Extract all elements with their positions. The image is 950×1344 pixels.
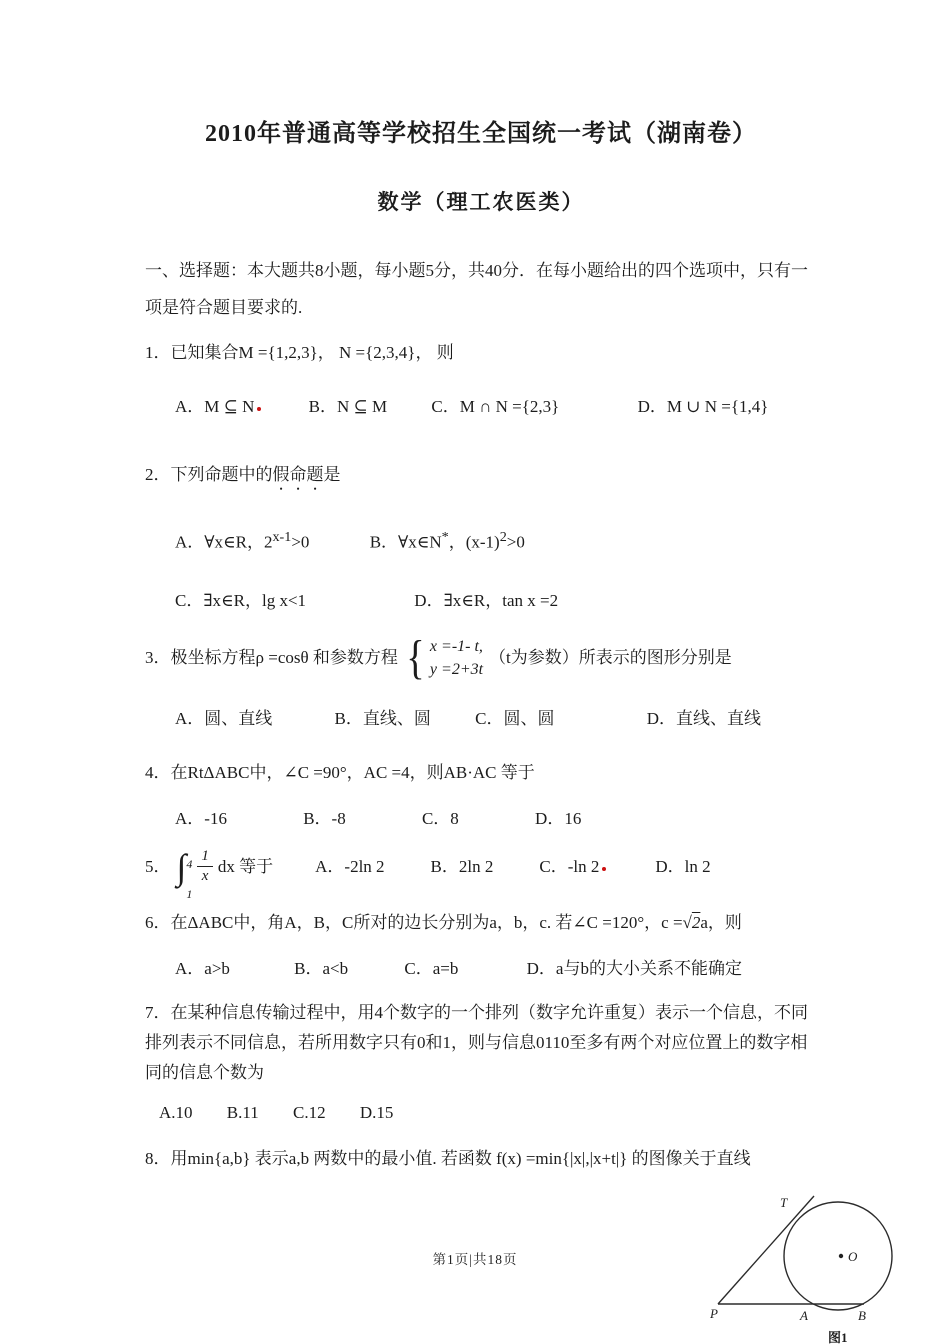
q2-option-c: C．∃x∈R，lg x<1 — [175, 590, 307, 610]
integral-upper-limit: 4 — [186, 856, 193, 871]
q7-option-d: D.15 — [359, 1102, 394, 1122]
q3-stem-post: （t为参数）所表示的图形分别是 — [489, 647, 732, 667]
q4-options — [175, 806, 817, 832]
q2-b-star: * — [441, 529, 449, 545]
q6-option-a: A．a>b — [175, 958, 230, 978]
q1-stem: 1．已知集合M ={1,2,3}， N ={2,3,4}， 则 — [145, 343, 454, 362]
section-1-intro: 一、选择题：本大题共8小题，每小题5分，共40分．在每小题给出的四个选项中，只有一项是符合题目要求的. — [145, 261, 808, 317]
figure-label-P: P — [710, 1306, 718, 1321]
q8-stem: 8．用min{a,b} 表示a,b 两数中的最小值. 若函数 f(x) =min{|x|,|x+t|} 的图像关于直线 — [145, 1148, 751, 1168]
q7-stem: 7．在某种信息传输过程中，用4个数字的一个排列（数字允许重复）表示一个信息，不同排列表示不同信息，若所用数字只有0和1，则与信息0110至多有两个对应位置上的数字相同的信息个数为 — [145, 1002, 808, 1082]
q6-options — [175, 956, 817, 982]
fraction-numerator: 1 — [197, 848, 213, 867]
q7-option-a: A.10 — [159, 1102, 193, 1122]
parametric-lines — [430, 635, 483, 681]
center-dot — [839, 1254, 843, 1258]
figure-1 — [710, 1194, 915, 1344]
q1-option-d: D．M ∪ N ={1,4} — [637, 397, 769, 416]
q1-options — [175, 394, 817, 420]
q2-b-exponent: 2 — [499, 529, 507, 545]
content-column — [145, 118, 817, 1174]
circle-tangent-figure — [710, 1194, 915, 1326]
q5-option-a: A．-2ln 2 — [315, 856, 385, 876]
q3-options — [175, 706, 817, 732]
exam-subtitle: 数学（理工农医类） — [377, 190, 585, 214]
figure-label-O: O — [848, 1249, 858, 1264]
sqrt-radical — [683, 913, 701, 932]
figure-label-T: T — [780, 1195, 788, 1210]
q6-stem-post: a，则 — [700, 912, 742, 932]
brace-glyph: { — [406, 630, 425, 684]
parametric-equations — [404, 630, 484, 684]
q5-option-c: C．-ln 2 — [539, 852, 609, 882]
fraction-1-over-x — [197, 848, 213, 886]
figure-caption: 图1 — [828, 1330, 848, 1344]
q6-stem-pre: 6．在ΔABC中，角A，B，C所对的边长分别为a，b，c. 若∠C =120°，c = — [145, 912, 683, 932]
circle-O — [784, 1202, 892, 1310]
q2-option-d: D．∃x∈R，tan x =2 — [414, 590, 559, 610]
q7-option-c: C.12 — [293, 1102, 326, 1122]
q2-emphasized-text: 假命题 — [272, 465, 324, 484]
q1-option-a: A．M ⊆ N — [175, 394, 264, 420]
radicand: 2 — [691, 912, 701, 932]
tangent-line-PT — [718, 1196, 814, 1304]
q4-option-b: B．-8 — [303, 808, 346, 828]
q7-options — [159, 1100, 817, 1126]
q6-option-b: B．a<b — [294, 958, 349, 978]
q5-stem-after: dx 等于 — [217, 856, 274, 876]
q1-option-c: C．M ∩ N ={2,3} — [431, 397, 560, 416]
q5-number: 5． — [145, 856, 171, 876]
q4-option-d: D．16 — [535, 808, 582, 828]
q3-stem — [145, 630, 817, 684]
q4-stem: 4．在RtΔABC中，∠C =90°，AC =4，则AB·AC 等于 — [145, 762, 535, 782]
q2-option-b: B．∀x∈N*，$(x-1)^2>0$ — [369, 529, 525, 552]
radical-sign: √ — [682, 912, 692, 932]
q5-row — [145, 846, 817, 901]
q2-stem-pre: 2．下列命题中的 — [145, 465, 273, 484]
q2-a-exponent: x-1 — [272, 529, 292, 545]
q2-option-a: A．∀x∈R，$2^{x-1}>0$ — [175, 529, 310, 552]
integral-sign: ∫ — [176, 846, 187, 887]
q5-option-b: B．2ln 2 — [430, 856, 494, 876]
q2-options-row1 — [175, 524, 817, 556]
q3-stem-pre: 3．极坐标方程ρ =cosθ 和参数方程 — [145, 647, 398, 667]
q3-option-a: A．圆、直线 — [175, 708, 273, 728]
q2-stem-post: 是 — [323, 465, 341, 484]
integral-lower-limit: 1 — [186, 886, 193, 901]
q6-stem — [145, 908, 817, 938]
parametric-line-y: y =2+3t — [429, 660, 484, 678]
q6-option-d: D．a与b的大小关系不能确定 — [526, 958, 742, 978]
q3-option-c: C．圆、圆 — [475, 708, 555, 728]
q6-option-c: C．a=b — [404, 958, 459, 978]
q5-option-d: D．ln 2 — [655, 856, 711, 876]
q3-option-d: D．直线、直线 — [646, 708, 761, 728]
fraction-denominator: x — [201, 868, 209, 885]
red-dot-mark — [602, 867, 606, 871]
red-dot-mark — [257, 407, 261, 411]
q4-option-a: A．-16 — [175, 808, 227, 828]
q2-options-row2 — [175, 588, 817, 614]
q7-option-b: B.11 — [226, 1102, 259, 1122]
exam-title: 2010年普通高等学校招生全国统一考试（湖南卷） — [205, 121, 757, 147]
q3-option-b: B．直线、圆 — [334, 708, 431, 728]
figure-label-A: A — [800, 1308, 808, 1323]
figure-label-B: B — [858, 1308, 866, 1323]
q1-option-b: B．N ⊆ M — [308, 397, 388, 416]
integral-limits — [186, 848, 193, 901]
page-footer: 第1页|共18页 — [432, 1252, 518, 1267]
q2-stem — [145, 460, 817, 494]
q4-option-c: C．8 — [421, 808, 459, 828]
parametric-line-x: x =-1- t, — [429, 637, 483, 655]
